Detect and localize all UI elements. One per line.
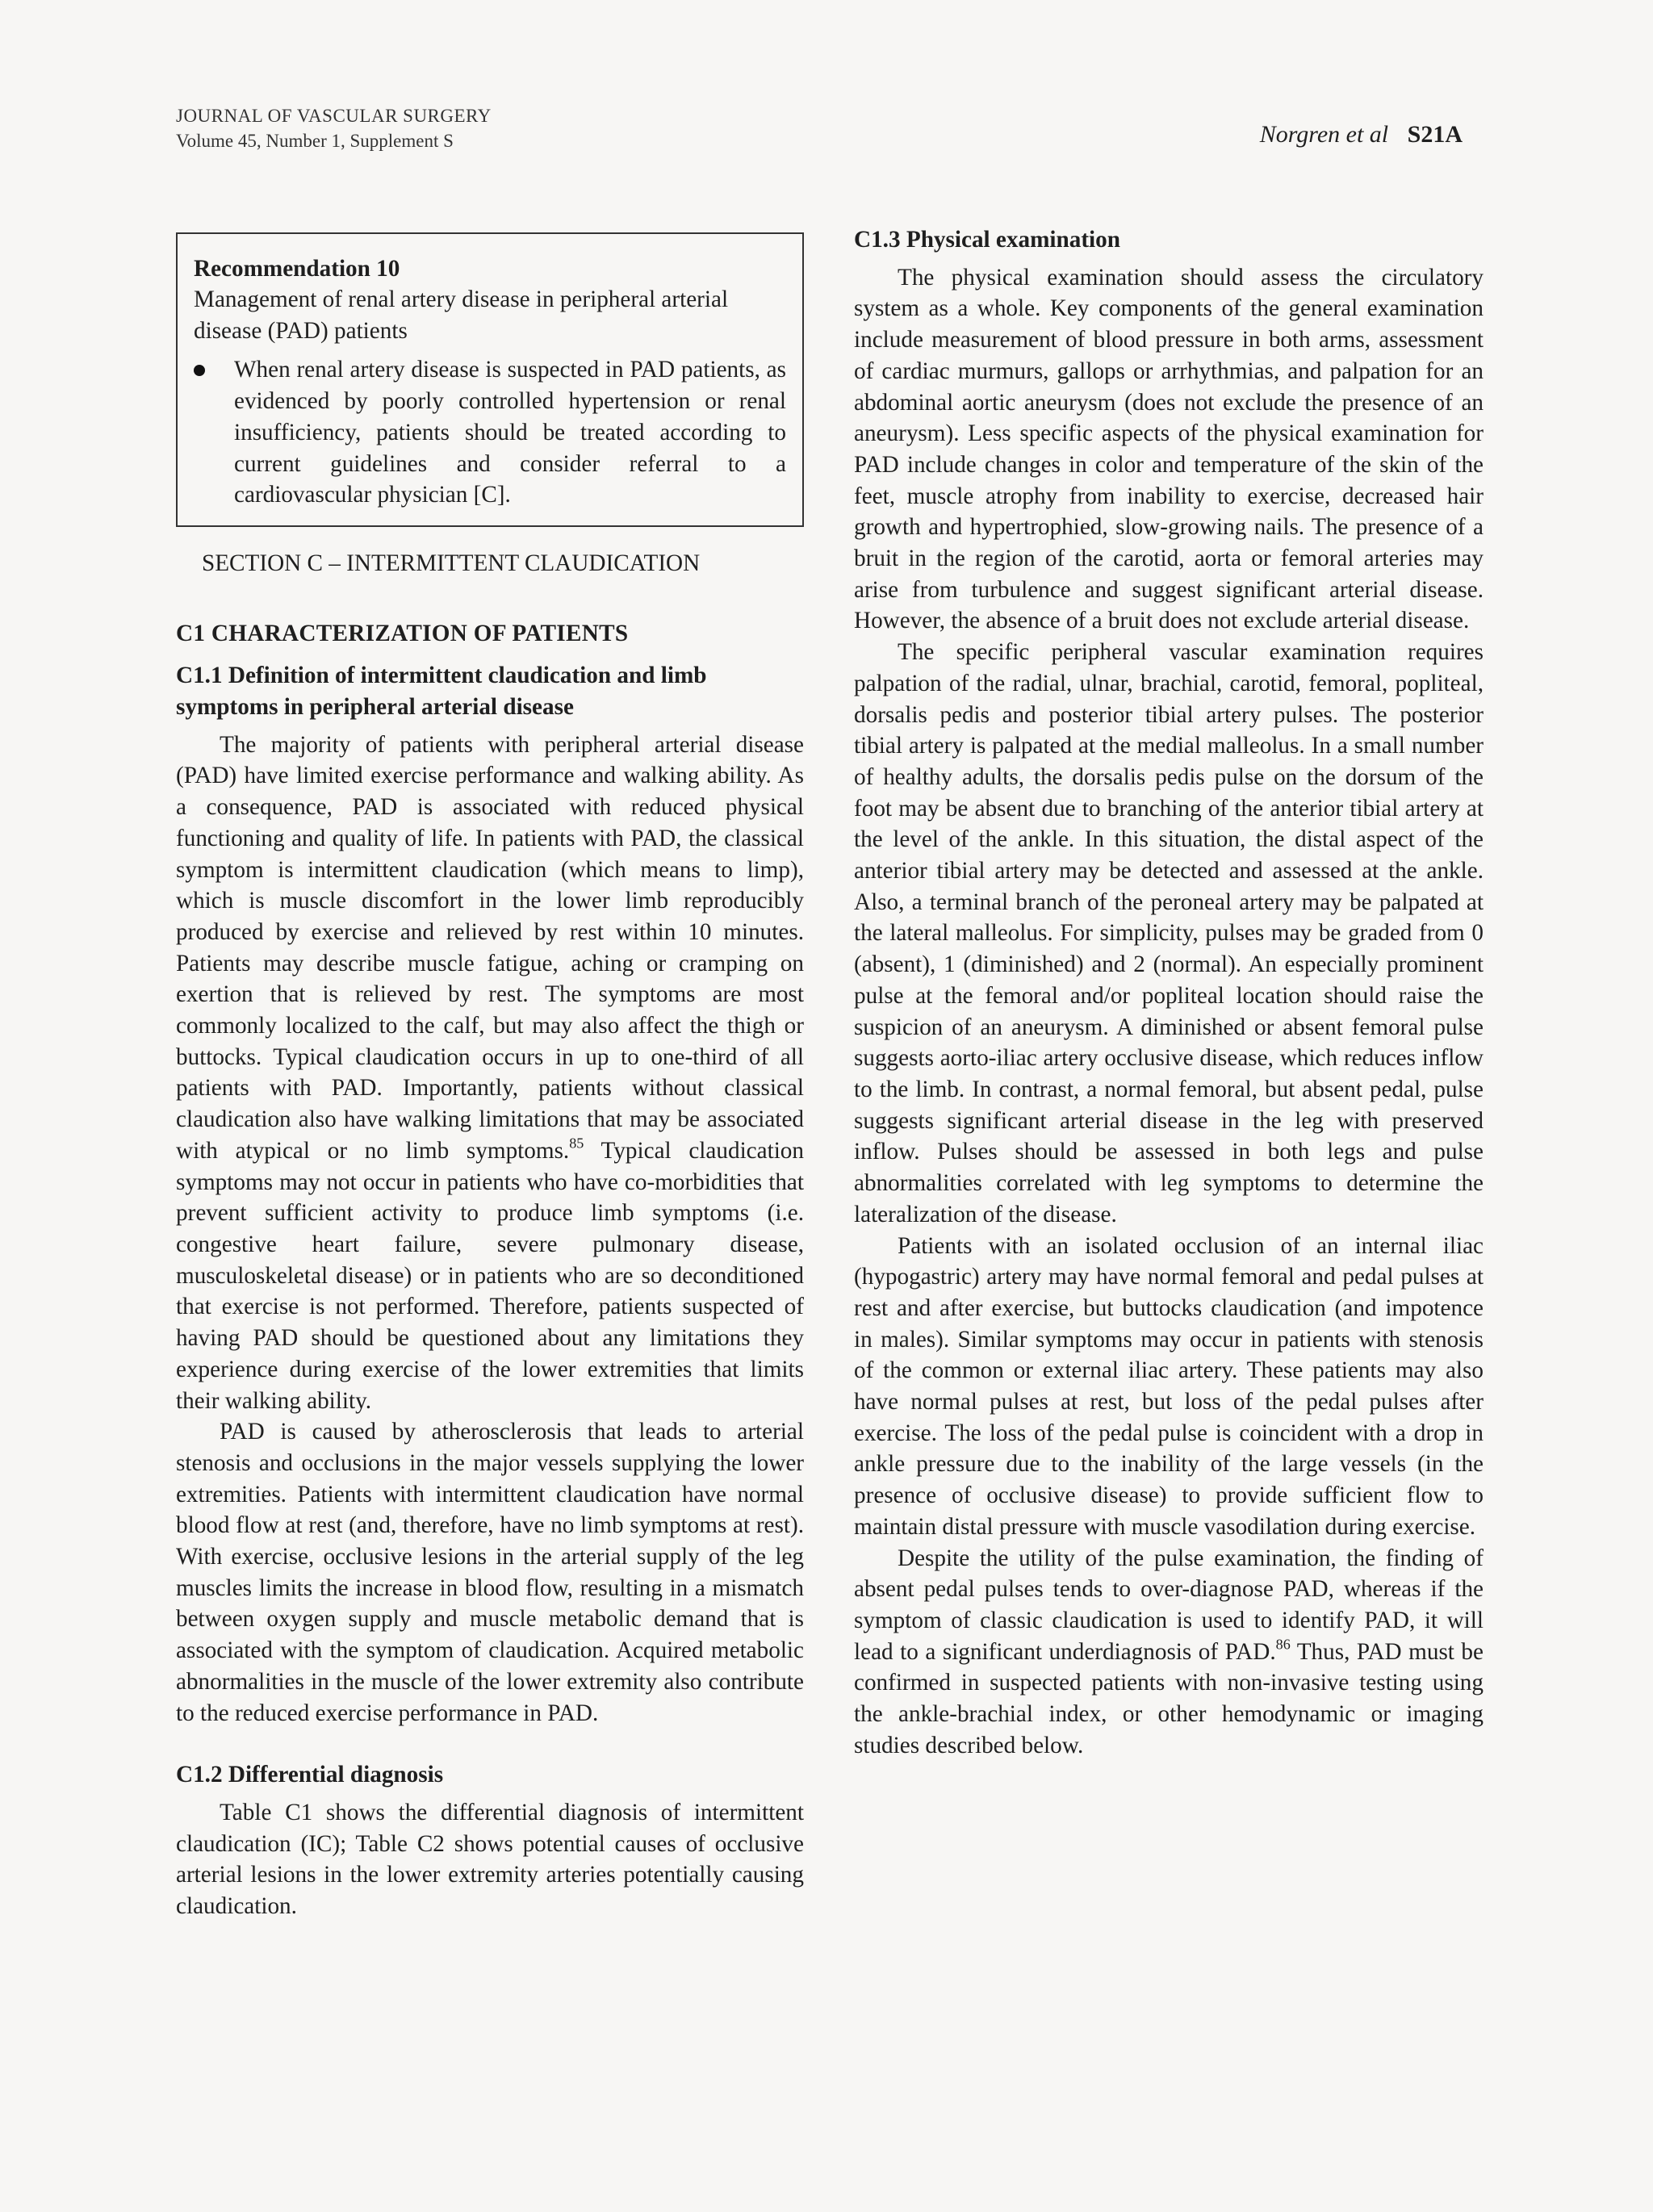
heading-c1: C1 CHARACTERIZATION OF PATIENTS — [176, 620, 629, 646]
right-column — [854, 224, 1484, 1761]
paragraph-text: Thus, PAD must be confirmed in suspected patients with non-invasive testing using the ankle-brachial index, or other hemodynamic or imaging studies described below. — [854, 1638, 1484, 1758]
paragraph-c1-1-2: PAD is caused by atherosclerosis that leads to arterial stenosis and occlusions in the major vessels supplying the lower extremities. Patients with intermittent claudication have normal blood flow at rest (and, therefore, have no limb symptoms at rest). With exercise, occlusive lesions in the arterial supply of the leg muscles limits the increase in blood flow, resulting in a mismatch between oxygen supply and muscle metabolic demand that is associated with the symptom of claudication. Acquired metabolic abnormalities in the muscle of the lower extremity also contribute to the reduced exercise performance in PAD. — [176, 1419, 804, 1726]
bullet-icon — [194, 365, 205, 376]
left-column — [176, 224, 804, 1922]
paragraph-text: Despite the utility of the pulse examination, the finding of absent pedal pulses tends to over-diagnose PAD, whereas if the symptom of classic claudication is used to identify PAD, it will lead to a significant underdiagnosis of PAD. — [854, 1545, 1484, 1665]
journal-name: JOURNAL OF VASCULAR SURGERY — [176, 106, 492, 126]
section-heading: SECTION C – INTERMITTENT CLAUDICATION — [202, 550, 701, 576]
running-header — [176, 103, 492, 153]
paragraph-c1-3-2: The specific peripheral vascular examination requires palpation of the radial, ulnar, brachial, carotid, femoral, popliteal, dorsalis pedis and posterior tibial artery pulses. The posterior tibial artery is palpated at the medial malleolus. In a small number of healthy adults, the dorsalis pedis pulse on the dorsum of the foot may be absent due to branching of the anterior tibial artery at the level of the ankle. In this situation, the distal aspect of the anterior tibial artery may be detected and assessed at the ankle. Also, a terminal branch of the peroneal artery may be palpated at the lateral malleolus. For simplicity, pulses may be graded from 0 (absent), 1 (diminished) and 2 (normal). An especially prominent pulse at the femoral and/or popliteal location should raise the suspicion of an aneurysm. A diminished or absent femoral pulse suggests aorto-iliac artery occlusive disease, which reduces inflow to the limb. In contrast, a normal femoral, but absent pedal, pulse suggests significant arterial disease in the leg with preserved inflow. Pulses should be assessed in both legs and pulse abnormalities correlated with leg symptoms to determine the lateralization of the disease. — [854, 639, 1484, 1227]
paragraph-c1-3-3: Patients with an isolated occlusion of an internal iliac (hypogastric) artery may have normal femoral and pedal pulses at rest and after exercise, but buttocks claudication (and impotence in males). Similar symptoms may occur in patients with stenosis of the common or external iliac artery. These patients may also have normal pulses at rest, but loss of the pedal pulses after exercise. The loss of the pedal pulse is coincident with a drop in ankle pressure due to the inability of the large vessels (in the presence of occlusive disease) to provide sufficient flow to maintain distal pressure with muscle vasodilation during exercise. — [854, 1232, 1484, 1540]
paragraph-c1-3-1: The physical examination should assess the circulatory system as a whole. Key components of the general examination include measurement of blood pressure in both arms, assessment of cardiac murmurs, gallops or arrhythmias, and palpation for an abdominal aortic aneurysm (does not exclude the presence of an aneurysm). Less specific aspects of the physical examination for PAD include changes in color and temperature of the skin of the feet, muscle atrophy from inability to exercise, decreased hair growth and hypertrophied, slow-growing nails. The presence of a bruit in the region of the carotid, aorta or femoral arteries may arise from turbulence and suggest significant arterial disease. However, the absence of a bruit does not exclude arterial disease. — [854, 264, 1484, 634]
recommendation-title: Recommendation 10 — [194, 256, 400, 282]
volume-info: Volume 45, Number 1, Supplement S — [176, 131, 454, 151]
recommendation-bullet — [194, 354, 786, 511]
heading-c1-2: C1.2 Differential diagnosis — [176, 1762, 444, 1788]
recommendation-bullet-text: When renal artery disease is suspected in PAD patients, as evidenced by poorly controlled hypertension or renal insufficiency, patients should be treated according to current guidelines and consider referral to a cardiovascular physician [C]. — [234, 357, 786, 508]
paragraph-c1-2-1: Table C1 shows the differential diagnosis of intermittent claudication (IC); Table C2 shows potential causes of occlusive arterial lesions in the lower extremity arteries potentially causing claudication. — [176, 1799, 804, 1920]
recommendation-subtitle: Management of renal artery disease in peripheral arterial disease (PAD) patients — [194, 286, 729, 344]
paragraph-c1-3-4 — [854, 1543, 1484, 1762]
page-number: S21A — [1407, 121, 1463, 148]
paragraph-text: Typical claudication symptoms may not occur in patients who have co-morbidities that prevent sufficient activity to produce limb symptoms (i.e. congestive heart failure, severe pulmonary disease, musculoskeletal disease) or in patients who are so deconditioned that exercise is not performed. Therefore, patients suspected of having PAD should be questioned about any limitations they experience during exercise of the lower extremities that limits their walking ability. — [176, 1137, 804, 1414]
paragraph-c1-1-1 — [176, 730, 804, 1416]
heading-c1-3: C1.3 Physical examination — [854, 227, 1120, 253]
paragraph-text: The majority of patients with peripheral arterial disease (PAD) have limited exercise performance and walking ability. As a consequence, PAD is associated with reduced physical functioning and quality of life. In patients with PAD, the classical symptom is intermittent claudication (which means to limp), which is muscle discomfort in the lower limb reproducibly produced by exercise and relieved by rest within 10 minutes. Patients may describe muscle fatigue, aching or cramping on exertion that is relieved by rest. The symptoms are most commonly localized to the calf, but may also affect the thigh or buttocks. Typical claudication occurs in up to one-third of all patients with PAD. Importantly, patients without classical claudication also have walking limitations that may be associated with atypical or no limb symptoms. — [176, 731, 804, 1164]
authors: Norgren et al — [1259, 121, 1389, 148]
heading-c1-1: C1.1 Definition of intermittent claudication and limb symptoms in peripheral arterial disease — [176, 663, 707, 721]
reference-86: 86 — [1275, 1635, 1291, 1652]
reference-85: 85 — [569, 1135, 584, 1152]
recommendation-box — [176, 232, 804, 527]
page-header-right — [1260, 121, 1463, 148]
